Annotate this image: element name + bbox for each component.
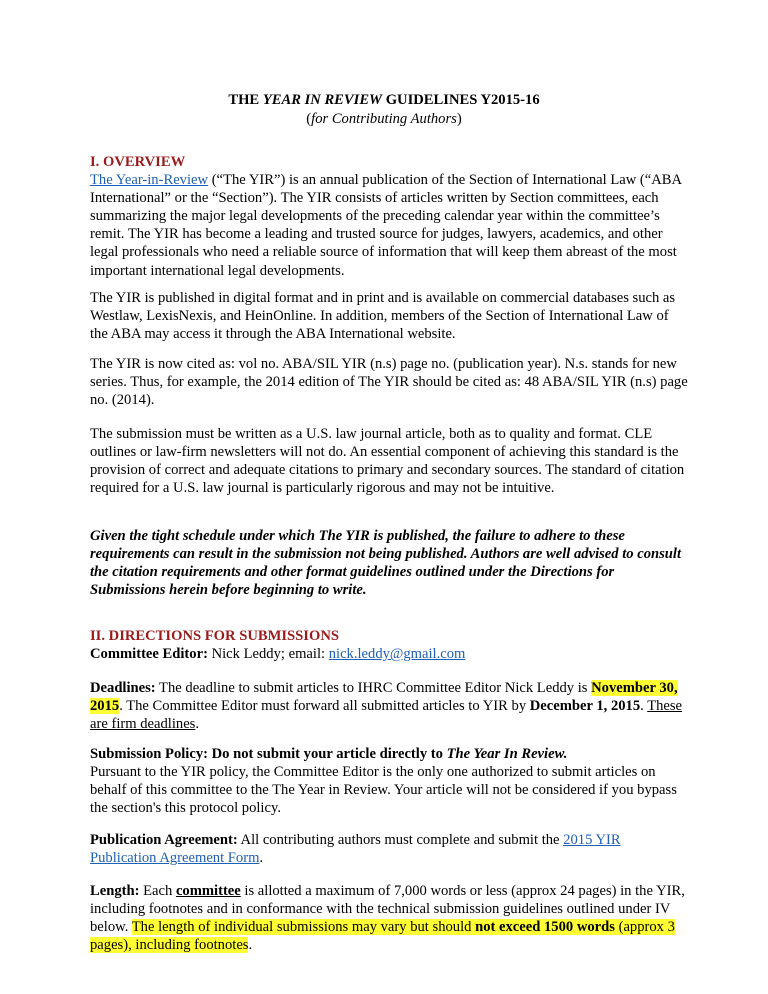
overview-paragraph-2: The YIR is published in digital format and in print and is available on commercial databases such as Westlaw, LexisNexis, and HeinOnline. In addition, members of the Section of International Law of the ABA may access it through the ABA International website. (90, 290, 676, 343)
publication-agreement-link[interactable]: 2015 YIR Publication Agreement Form (90, 832, 621, 867)
year-in-review-link[interactable]: The Year-in-Review (90, 172, 209, 189)
section-heading-directions: II. DIRECTIONS FOR SUBMISSIONS (90, 628, 339, 644)
section-heading-overview: I. OVERVIEW (90, 154, 186, 170)
directions-section (90, 627, 690, 663)
page-title: THE YEAR IN REVIEW GUIDELINES Y2015-16 (228, 92, 540, 108)
page-subtitle: (for Contributing Authors) (306, 111, 462, 127)
submission-policy-paragraph: Submission Policy: Do not submit your article directly to The Year In Review. Pursuant to the YIR policy, the Committee Editor is the only one authorized to submit articles on behalf of this committee to the The Year in Review. Your article will not be considered if you bypass the section's this protocol policy. (90, 746, 677, 817)
length-paragraph: Length: Each committee is allotted a maximum of 7,000 words or less (approx 24 pages) in the YIR, including footnotes and in conformance with the technical submission guidelines outlined under IV below. The length of individual submissions may vary but should not exceed 1500 words (approx 3 pages), including footnotes. (90, 883, 685, 954)
overview-paragraph-3: The YIR is now cited as: vol no. ABA/SIL YIR (n.s) page no. (publication year). N.s. stands for new series. Thus, for example, the 2014 edition of The YIR should be cited as: 48 ABA/SIL YIR (n.s) page no. (2014). (90, 356, 688, 409)
overview-paragraph-4: The submission must be written as a U.S. law journal article, both as to quality and format. CLE outlines or law-firm newsletters will not do. An essential component of achieving this standard is the provision of correct and adequate citations to primary and secondary sources. The standard of citation required for a U.S. law journal is particularly rigorous and may not be intuitive. (90, 426, 685, 497)
editor-email-link[interactable]: nick.leddy@gmail.com (328, 646, 466, 663)
overview-warning: Given the tight schedule under which The YIR is published, the failure to adhere to these requirements can result in the submission not being published. Authors are well advised to consult the citation requirements and other format guidelines outlined under the Directions for Submissions herein before beginning to write. (90, 528, 682, 599)
deadlines-paragraph: Deadlines: The deadline to submit articles to IHRC Committee Editor Nick Leddy is November 30, 2015. The Committee Editor must forward all submitted articles to YIR by December 1, 2015. These are firm deadlines. (90, 680, 683, 733)
overview-section (90, 153, 690, 280)
length-highlight: The length of individual submissions may vary but should not exceed 1500 words (approx 3 pages), including footnotes (90, 919, 675, 954)
deadline-date-highlight: November 30, 2015 (90, 680, 678, 715)
committee-editor: Committee Editor: Nick Leddy; email: nick.leddy@gmail.com (90, 646, 466, 663)
publication-agreement-paragraph: Publication Agreement: All contributing authors must complete and submit the 2015 YIR Publication Agreement Form. (90, 832, 621, 867)
overview-paragraph-1: The Year-in-Review (“The YIR”) is an annual publication of the Section of International Law (“ABA International” or the “Section”). The YIR consists of articles written by Section committees, each summarizing the major legal developments of the preceding calendar year within the committee’s remit. The YIR has become a leading and trusted source for judges, lawyers, academics, and other legal professionals who need a reliable source of information that will keep them abreast of the most important international legal developments. (90, 172, 682, 279)
